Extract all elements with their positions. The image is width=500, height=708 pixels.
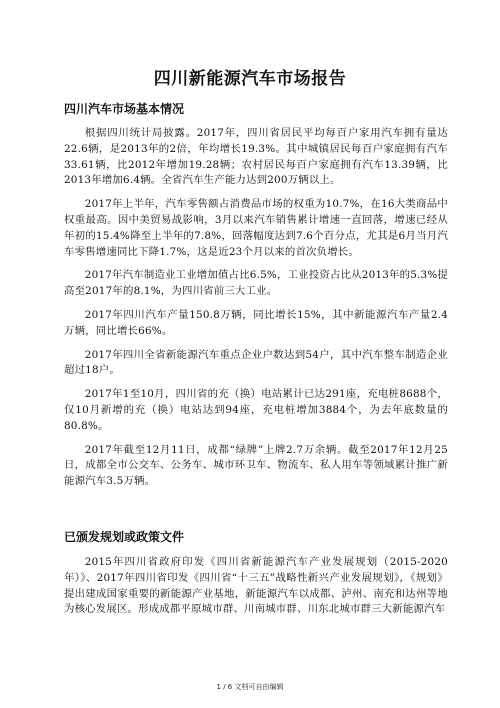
- paragraph: 2017年四川全省新能源汽车重点企业户数达到54户，其中汽车整车制造企业超过18户。: [64, 348, 448, 377]
- paragraph: 2017年四川汽车产量150.8万辆，同比增长15%，其中新能源汽车产量2.4万辆，同比增长66%。: [64, 308, 448, 337]
- document-title: 四川新能源汽车市场报告: [153, 69, 347, 89]
- paragraph: 2015年四川省政府印发《四川省新能源汽车产业发展规划（2015-2020年）》、2017年四川省印发《四川省“十三五”战略性新兴产业发展规划》，《规划》提出建成国家重要的新能源产业基地，新能源汽车以成都、泸州、南充和达州等地为核心发展区。形成成都平原城市群、川南城市群、川东北城市群三大新能源汽车: [64, 556, 448, 616]
- section-heading-market-overview: 四川汽车市场基本情况: [64, 102, 185, 116]
- section-body-policy-documents: [64, 555, 448, 618]
- page-footer: 1 / 6 文档可自由编辑: [216, 683, 284, 691]
- paragraph: 2017年截至12月11日，成都“绿牌”上牌2.7万余辆。截至2017年12月25日，成都全市公交车、公务车、城市环卫车、物流车、私人用车等领域累计推广新能源汽车3.5万辆。: [64, 443, 448, 488]
- paragraph: 2017年上半年，汽车零售额占消费品市场的权重为10.7%，在16大类商品中权重最高。因中美贸易战影响，3月以来汽车销售累计增速一直回落，增速已经从年初的15.4%降至上半年的7.8%，回落幅度达到7.6个百分点，尤其是6月当月汽车零售增速同比下降1.7%，这是近23个月以来的首次负增长。: [64, 198, 448, 258]
- paragraph: 根据四川统计局披露。2017年，四川省居民平均每百户家用汽车拥有量达22.6辆，是2013年的2倍，年均增长19.3%。其中城镇居民每百户家庭拥有汽车33.61辆，比2012年增加19.28辆；农村居民每百户家庭拥有汽车13.39辆，比2013年增加6.4辆。全省汽车生产能力达到200万辆以上。: [64, 127, 448, 187]
- paragraph: 2017年汽车制造业工业增加值占比6.5%，工业投资占比从2013年的5.3%提高至2017年的8.1%，为四川省前三大工业。: [64, 269, 448, 298]
- paragraph: 2017年1至10月，四川省的充（换）电站累计已达291座，充电桩8688个，仅10月新增的充（换）电站达到94座，充电桩增加3884个，为去年底数量的80.8%。: [64, 388, 448, 432]
- section-body-market-overview: [64, 126, 448, 498]
- section-heading-policy-documents: 已颁发规划或政策文件: [64, 530, 185, 544]
